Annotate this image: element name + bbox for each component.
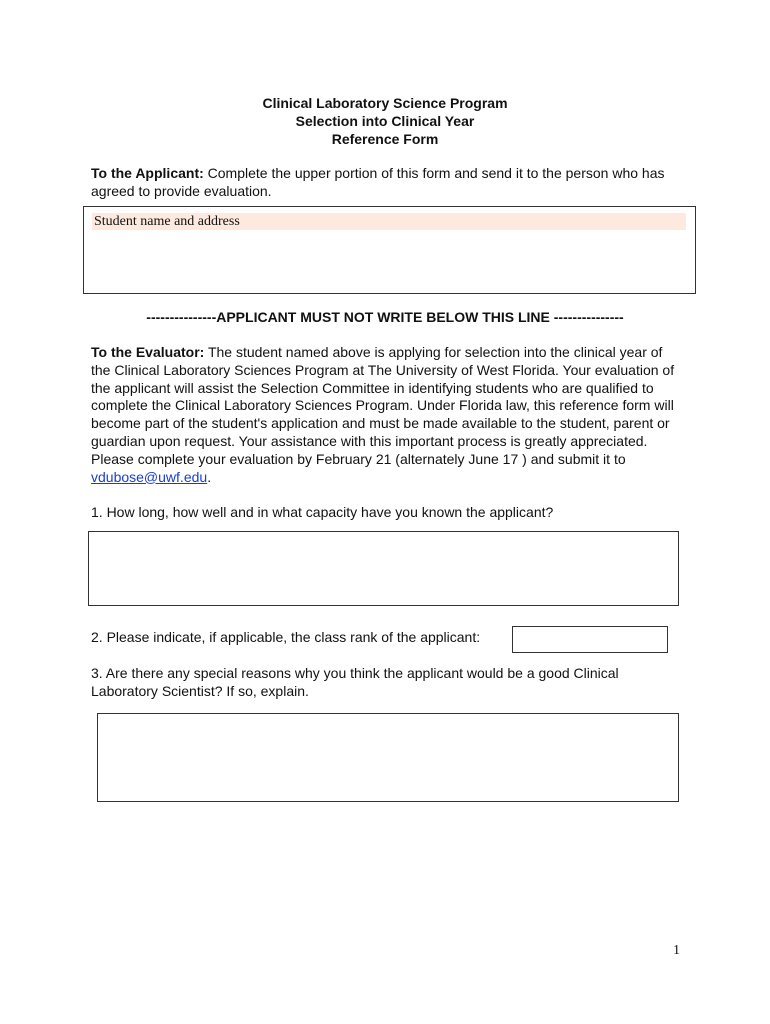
form-title bbox=[0, 94, 770, 148]
evaluator-lead: To the Evaluator: bbox=[91, 344, 205, 360]
question-2: 2. Please indicate, if applicable, the class rank of the applicant: bbox=[91, 629, 481, 645]
program-title: Clinical Laboratory Science Program bbox=[262, 95, 508, 111]
applicant-text: Complete the upper portion of this form and send it to the person who has agreed to provide evaluation. bbox=[91, 165, 665, 199]
evaluator-text: The student named above is applying for selection into the clinical year of the Clinical Laboratory Sciences Program at The University of West Florida. Your evaluation of the applicant will assist the Selection Committee in identifying students who are qualified to complete the Clinical Laboratory Sciences Program. Under Florida law, this reference form will become part of the student's application and must be made available to the student, parent or guardian upon request. Your assistance with this important process is greatly appreciated. Please complete your evaluation by February 21 (alternately June 17 ) and submit it to bbox=[91, 344, 675, 467]
question-1: 1. How long, how well and in what capacity have you known the applicant? bbox=[91, 504, 554, 520]
page-number: 1 bbox=[673, 943, 680, 958]
applicant-instructions bbox=[91, 165, 681, 201]
form-name: Reference Form bbox=[331, 131, 439, 147]
question-3: 3. Are there any special reasons why you think the applicant would be a good Clinical Laboratory Scientist? If so, explain. bbox=[91, 665, 619, 699]
evaluator-instructions bbox=[91, 344, 681, 486]
student-name-address-field[interactable] bbox=[83, 206, 696, 294]
applicant-lead: To the Applicant: bbox=[91, 165, 204, 181]
question-1-answer-field[interactable] bbox=[88, 531, 679, 606]
selection-subtitle: Selection into Clinical Year bbox=[295, 113, 475, 129]
student-name-address-label: Student name and address bbox=[92, 213, 686, 230]
class-rank-field[interactable] bbox=[512, 626, 668, 653]
evaluator-end: . bbox=[207, 468, 212, 485]
email-link[interactable]: vdubose@uwf.edu bbox=[91, 468, 208, 485]
question-3-answer-field[interactable] bbox=[97, 713, 679, 802]
applicant-cutoff-line: ---------------APPLICANT MUST NOT WRITE BELOW THIS LINE --------------- bbox=[146, 309, 624, 325]
